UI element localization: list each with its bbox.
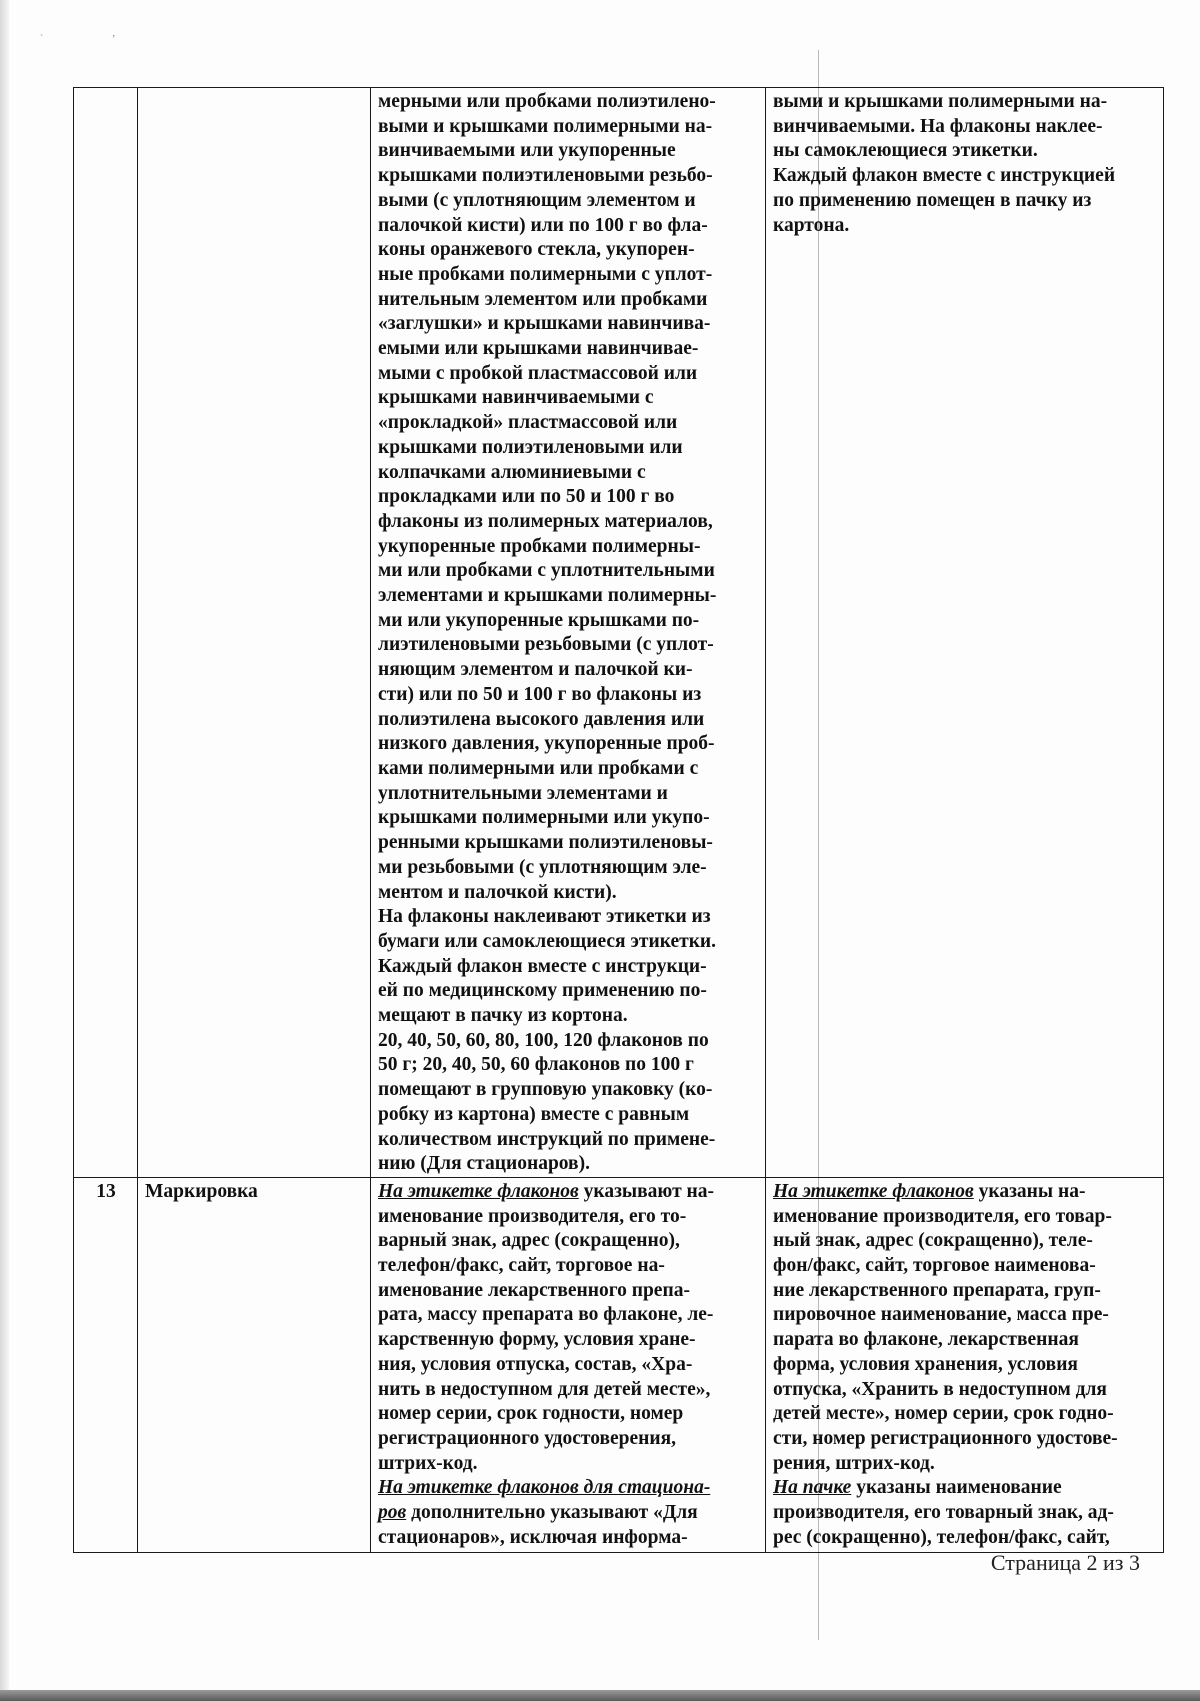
text-line: ми или укупоренные крышками по- [378,609,700,631]
text-line: отпуска, «Хранить в недоступном для [773,1378,1107,1400]
text-line: «прокладкой» пластмассовой или [378,412,678,434]
text-line: крышками полиэтиленовыми резьбо- [378,165,713,187]
text-line: робку из картона) вместе с равным [378,1103,690,1125]
text-line: детей месте», номер серии, срок годно- [773,1403,1114,1425]
text-line: ный знак, адрес (сокращенно), теле- [773,1230,1093,1252]
col3-text [378,90,759,1177]
text-line: рата, массу препарата во флаконе, ле- [378,1304,714,1326]
text-line: нию (Для стационаров). [378,1153,590,1175]
text-line: выми и крышками полимерными на- [773,91,1108,112]
text-line: рес (сокращенно), телефон/факс, сайт, [773,1526,1110,1548]
section-heading: На этикетке флаконов [378,1180,579,1202]
text-line: по применению помещен в пачку из [773,189,1092,211]
section-heading: На пачке [773,1477,852,1499]
section-heading: ров [378,1502,407,1524]
text-line: сти) или по 50 и 100 г во флаконы из [378,683,702,705]
text-line [378,1476,759,1501]
text-line: винчиваемыми. На флаконы наклее- [773,115,1103,137]
text-line: стационаров», исключая информа- [378,1526,688,1548]
section-heading: На этикетке флаконов для стациона- [378,1477,711,1499]
text-line: лиэтиленовыми резьбовыми (с уплот- [378,634,714,656]
text-line: На флаконы наклеивают этикетки из [378,906,711,928]
text-line: парата во флаконе, лекарственная [773,1329,1079,1351]
text-line: мыми с пробкой пластмассовой или [378,362,698,384]
text-line: сти, номер регистрационного удостове- [773,1427,1118,1449]
text-line: элементами и крышками полимерны- [378,585,717,607]
text-line: укупоренные пробками полимерны- [378,535,701,557]
text-line: ренными крышками полиэтиленовы- [378,832,713,854]
paragraph-label-lines [378,1205,759,1477]
text-line: выми и крышками полимерными на- [378,115,713,137]
col3-cell [371,88,766,1178]
table-row-continued [74,88,1164,1178]
text-line: полиэтилена высокого давления или [378,708,705,730]
text-line: телефон/факс, сайт, торговое на- [378,1255,665,1277]
document-table [73,87,1164,1553]
paragraph-label-lines [773,1205,1157,1477]
page-number-footer: Страница 2 из 3 [990,1550,1140,1575]
scan-left-edge [0,0,9,1701]
text-line: ров дополнительно указывают «Для [378,1502,698,1524]
text-line: именование лекарственного препа- [378,1279,690,1301]
text-line: На этикетке флаконов указаны на- [773,1180,1086,1202]
text-line: прокладками или по 50 и 100 г во [378,486,675,508]
paragraph-stationary-lines [378,1526,759,1551]
text-line: варный знак, адрес (сокращенно), [378,1230,680,1252]
text-line: картона. [773,214,850,236]
table-row-13 [74,1177,1164,1552]
text-line: ментом и палочкой кисти). [378,881,617,903]
text-line: няющим элементом и палочкой ки- [378,659,693,681]
text-line: регистрационного удостоверения, [378,1427,677,1449]
text-line: На пачке указаны наименование [773,1477,1062,1499]
text-line: помещают в групповую упаковку (ко- [378,1079,713,1101]
col3-cell [371,1177,766,1552]
text-line: мерными или пробками полиэтилено- [378,91,716,112]
text-line: низкого давления, укупоренные проб- [378,733,715,755]
text-line: ние лекарственного препарата, груп- [773,1279,1101,1301]
text-line: фон/факс, сайт, торговое наименова- [773,1255,1096,1277]
text-line: ные пробками полимерными с уплот- [378,263,713,285]
text-line: ми или пробками с уплотнительными [378,560,715,582]
text-line: количеством инструкций по примене- [378,1128,716,1150]
text-line: емыми или крышками навинчивае- [378,338,699,360]
text-line: выми (с уплотняющим элементом и [378,189,696,211]
scan-speck: ˋ [40,34,44,45]
text-line: ния, условия отпуска, состав, «Хра- [378,1353,693,1375]
text-line: крышками полиэтиленовыми или [378,436,683,458]
text-line: винчиваемыми или укупоренные [378,140,676,162]
text-line: Каждый флакон вместе с инструкцией [773,165,1116,187]
text-line: нительным элементом или пробками [378,288,708,310]
col4-cell [766,1177,1164,1552]
text-line: пировочное наименование, масса пре- [773,1304,1109,1326]
text-line: уплотнительными элементами и [378,782,668,804]
row-number-cell: 13 [74,1177,138,1552]
text-line: ми резьбовыми (с уплотняющим эле- [378,856,707,878]
text-line: колпачками алюминиевыми с [378,461,646,483]
row-number-cell [74,88,138,1178]
text-line: «заглушки» и крышками навинчива- [378,313,711,335]
text-line: крышками полимерными или укупо- [378,807,710,829]
text-line: бумаги или самоклеющиеся этикетки. [378,930,717,952]
text-line: На этикетке флаконов указывают на- [378,1180,714,1202]
scan-speck: ʼ [112,34,116,45]
text-line: крышками навинчиваемыми с [378,387,654,409]
text-line: карственную форму, условия хране- [378,1329,696,1351]
col4-text [773,90,1157,238]
scan-bottom-edge [0,1690,1200,1701]
row-name-cell [138,88,371,1178]
text-line: коны оранжевого стекла, укупорен- [378,239,695,261]
text-line: мещают в пачку из кортона. [378,1005,628,1027]
text-line: ны самоклеющиеся этикетки. [773,140,1038,162]
text-line: 50 г; 20, 40, 50, 60 флаконов по 100 г [378,1054,694,1076]
text-line: форма, условия хранения, условия [773,1353,1078,1375]
text-line: Каждый флакон вместе с инструкци- [378,955,707,977]
text-line: именование производителя, его товар- [773,1205,1112,1227]
col4-cell [766,88,1164,1178]
section-heading: На этикетке флаконов [773,1180,974,1202]
text-line: номер серии, срок годности, номер [378,1403,684,1425]
text-line: ей по медицинскому применению по- [378,980,707,1002]
text-line: флаконы из полимерных материалов, [378,510,713,532]
text-line: именование производителя, его то- [378,1205,687,1227]
text-line: палочкой кисти) или по 100 г во фла- [378,214,708,236]
text-line: штрих-код. [378,1452,478,1474]
paragraph-pack-lines [773,1501,1157,1550]
text-line: рения, штрих-код. [773,1452,935,1474]
text-line: 20, 40, 50, 60, 80, 100, 120 флаконов по [378,1029,709,1051]
text-line: ками полимерными или пробками с [378,757,699,779]
text-line: нить в недоступном для детей месте», [378,1378,711,1400]
text-line: производителя, его товарный знак, ад- [773,1502,1114,1524]
row-name-cell: Маркировка [138,1177,371,1552]
